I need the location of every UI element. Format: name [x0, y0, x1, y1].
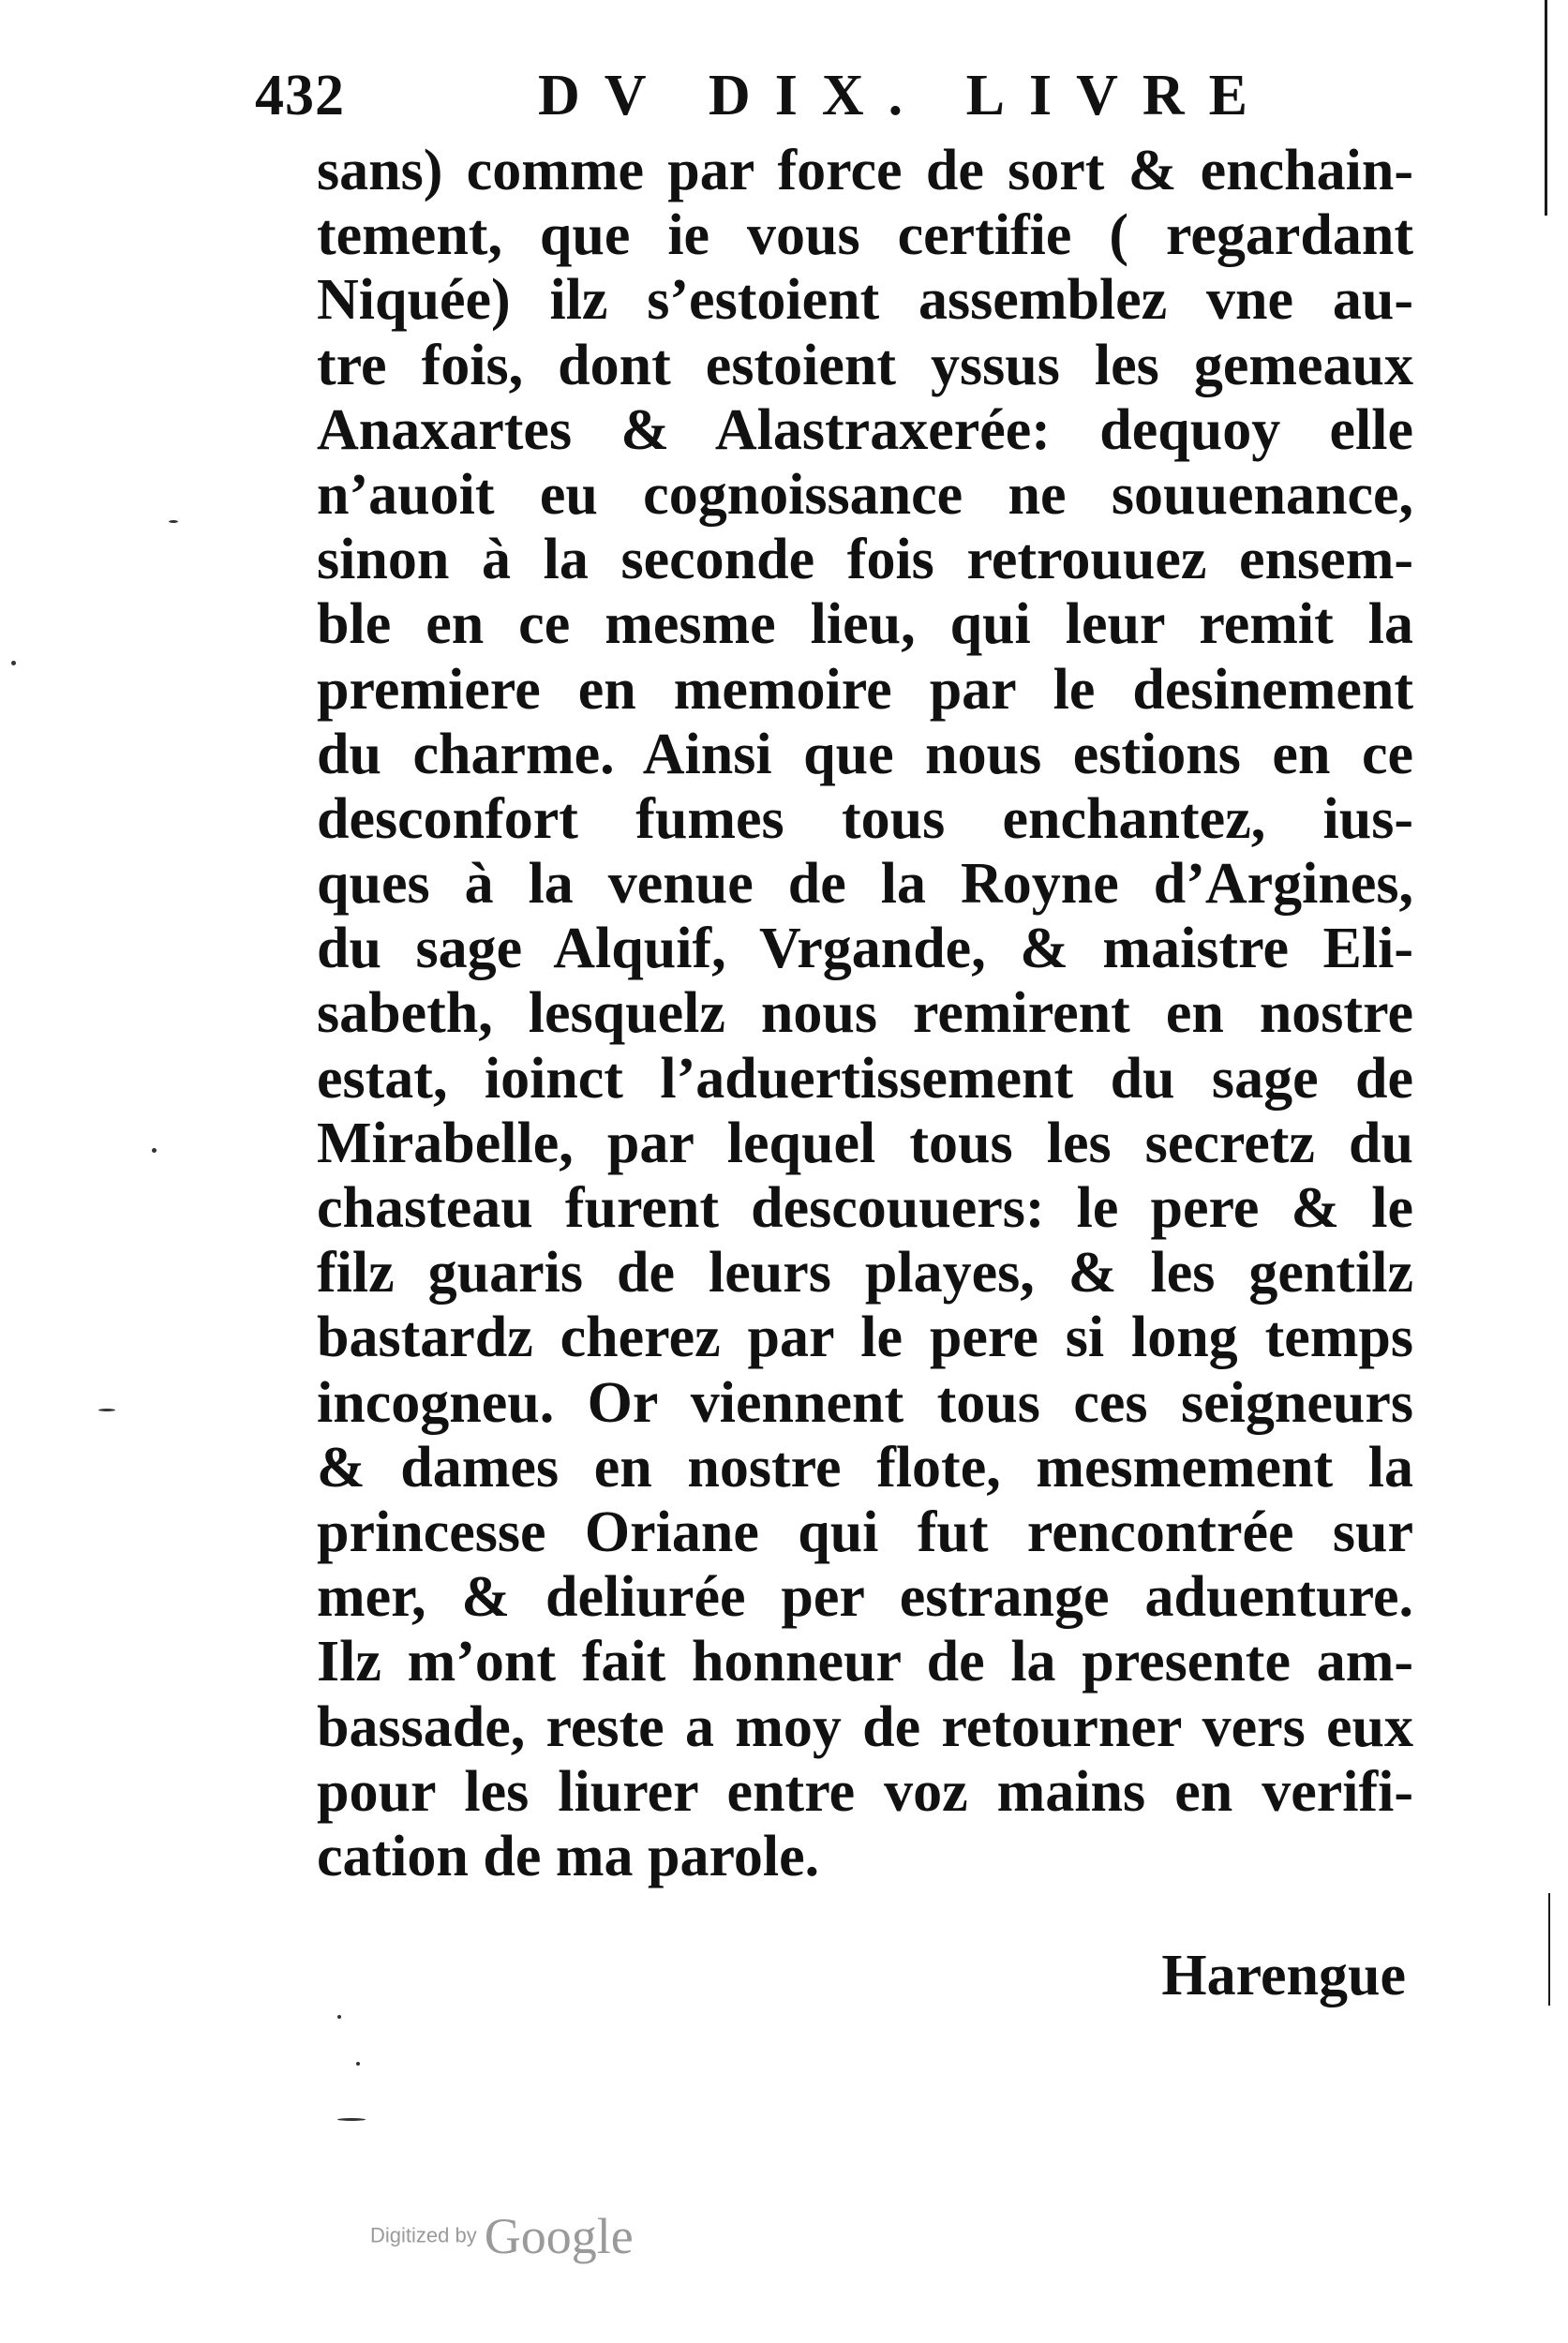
catchword: Harengue	[1161, 1944, 1406, 2007]
text-line: estat, ioinct l’aduertissement du sage de	[317, 1046, 1413, 1111]
scan-speck	[11, 661, 16, 665]
text-line: bastardz cherez par le pere si long temps	[317, 1306, 1413, 1370]
google-logo: Google	[484, 2207, 634, 2264]
text-line: cation de ma parole.	[317, 1824, 820, 1888]
text-line: sinon à la seconde fois retrouuez ensem-	[317, 528, 1413, 592]
text-line: bassade, reste a moy de retourner vers eux	[317, 1694, 1413, 1759]
text-line: tement, que ie vous certifie ( regardant	[317, 203, 1413, 268]
body-text	[317, 139, 1413, 1889]
text-line: du sage Alquif, Vrgande, & maistre Eli-	[317, 917, 1413, 981]
text-line: Ilz m’ont fait honneur de la presente am-	[317, 1630, 1413, 1694]
text-line: Anaxartes & Alastraxerée: dequoy elle	[317, 397, 1413, 462]
page-edge-line-lower	[1548, 1893, 1550, 2006]
text-line: Niquée) ilz s’estoient assemblez vne au-	[317, 268, 1413, 333]
scan-speck	[337, 2015, 341, 2019]
text-line: Mirabelle, par lequel tous les secretz du	[317, 1111, 1413, 1175]
text-line: ble en ce mesme lieu, qui leur remit la	[317, 592, 1413, 657]
text-line: chasteau furent descouuers: le pere & le	[317, 1176, 1413, 1240]
text-line: princesse Oriane qui fut rencontrée sur	[317, 1500, 1413, 1564]
text-line: incogneu. Or viennent tous ces seigneurs	[317, 1370, 1413, 1435]
text-line: tre fois, dont estoient yssus les gemeaux	[317, 333, 1413, 397]
running-head	[255, 58, 1272, 133]
scan-speck	[356, 2062, 360, 2066]
text-line: desconfort fumes tous enchantez, ius-	[317, 786, 1413, 851]
page-number: 432	[255, 64, 345, 127]
scan-speck	[98, 1409, 115, 1411]
text-line: & dames en nostre flote, mesmement la	[317, 1435, 1413, 1500]
scan-speck	[169, 520, 178, 523]
text-line: pour les liurer entre voz mains en verifi-	[317, 1759, 1413, 1824]
text-line: premiere en memoire par le desinement	[317, 657, 1413, 722]
scan-speck	[337, 2118, 366, 2121]
running-title: DV DIX. LIVRE	[538, 64, 1272, 127]
text-line: ques à la venue de la Royne d’Argines,	[317, 852, 1413, 917]
text-line: filz guaris de leurs playes, & les gentilz	[317, 1241, 1413, 1306]
text-line: du charme. Ainsi que nous estions en ce	[317, 722, 1413, 786]
page-edge-line	[1545, 0, 1547, 216]
text-line: n’auoit eu cognoissance ne souuenance,	[317, 462, 1413, 527]
text-line: sans) comme par force de sort & enchain-	[317, 139, 1413, 202]
scan-speck	[152, 1148, 157, 1153]
digitized-watermark	[370, 2207, 634, 2263]
digitized-by-label: Digitized by	[370, 2223, 477, 2247]
text-line: mer, & deliurée per estrange aduenture.	[317, 1565, 1413, 1630]
text-line: sabeth, lesquelz nous remirent en nostre	[317, 981, 1413, 1046]
